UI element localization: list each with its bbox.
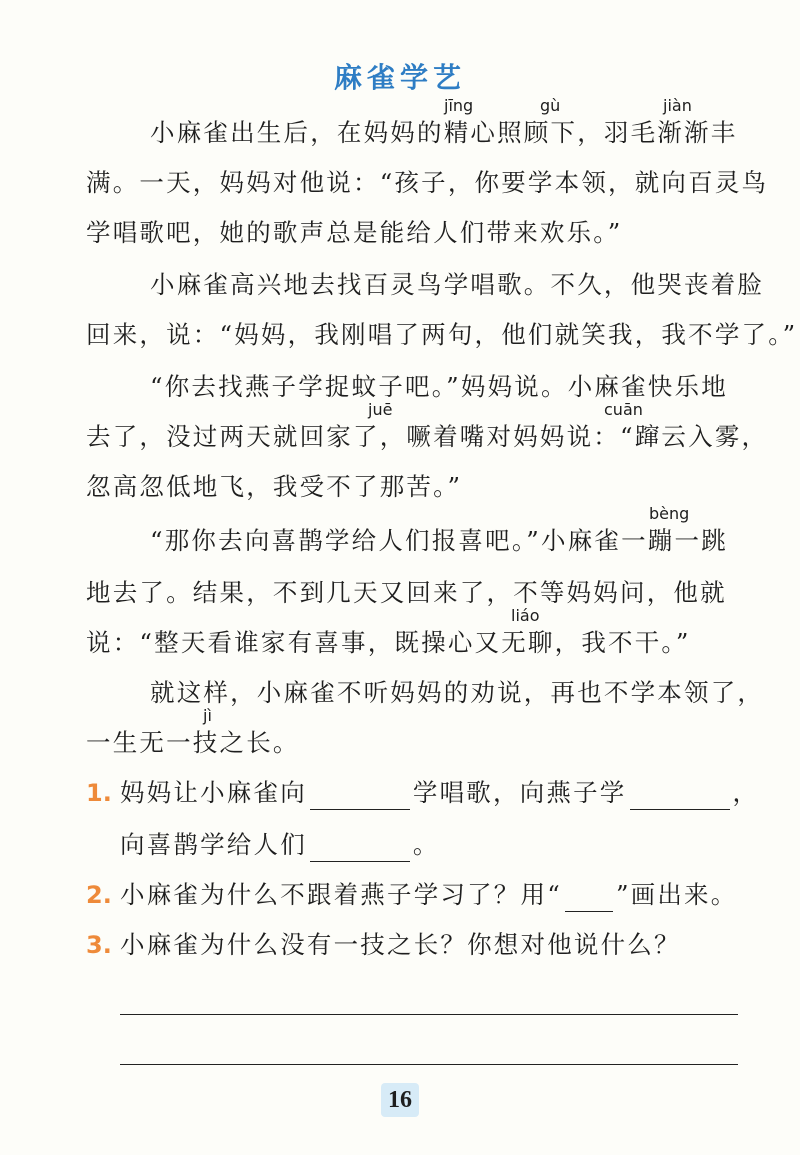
pinyin-cuan: cuān [604,400,643,419]
question-1-text-a: 妈妈让小麻雀向 [120,778,307,807]
pinyin-jue: juē [368,400,393,419]
question-3-number: 3. [86,931,112,959]
answer-blank-3[interactable] [310,837,410,862]
answer-blank-1[interactable] [310,785,410,810]
question-1-text-d: 向喜鹊学给人们 [120,830,307,859]
pinyin-jing: jīng [444,96,474,115]
paragraph-2-line-2: 回来，说：“妈妈，我刚唱了两句，他们就笑我，我不学了。” [86,320,798,349]
pinyin-liao: liáo [511,606,540,625]
question-2 [120,878,737,912]
answer-line-1[interactable] [120,1014,738,1015]
paragraph-4-line-2: 地去了。结果，不到几天又回来了，不等妈妈问，他就 [86,578,727,607]
question-1-text-e: 。 [412,830,440,859]
paragraph-2-line-1: 小麻雀高兴地去找百灵鸟学唱歌。不久，他哭丧着脸 [150,270,765,299]
question-3: 小麻雀为什么没有一技之长？你想对他说什么？ [120,930,681,959]
paragraph-3-line-3: 忽高忽低地飞，我受不了那苦。” [86,472,463,501]
paragraph-1-line-1: 小麻雀出生后，在妈妈的精心照顾下，羽毛渐渐丰 [150,118,738,147]
paragraph-3-line-2: 去了，没过两天就回家了，噘着嘴对妈妈说：“蹿云入雾， [86,422,769,451]
answer-blank-2[interactable] [630,785,730,810]
pinyin-jian: jiàn [663,96,692,115]
article-title: 麻雀学艺 [333,61,466,94]
question-1-text-c: ， [732,778,760,807]
underline-sample [565,887,613,912]
paragraph-1-line-3: 学唱歌吧，她的歌声总是能给人们带来欢乐。” [86,218,623,247]
question-1-line-2 [120,828,440,862]
paragraph-1-line-2: 满。一天，妈妈对他说：“孩子，你要学本领，就向百灵鸟 [86,168,769,197]
answer-line-2[interactable] [120,1064,738,1065]
paragraph-5-line-2: 一生无一技之长。 [86,728,300,757]
question-1-line-1 [120,776,759,810]
paragraph-4-line-3: 说：“整天看谁家有喜事，既操心又无聊，我不干。” [86,628,691,657]
question-1-text-b: 学唱歌，向燕子学 [412,778,627,807]
question-2-number: 2. [86,881,112,909]
paragraph-4-line-1: “那你去向喜鹊学给人们报喜吧。”小麻雀一蹦一跳 [150,526,728,555]
question-1-number: 1. [86,779,112,807]
question-2-text-a: 小麻雀为什么不跟着燕子学习了？用“ [120,880,562,909]
pinyin-gu: gù [540,96,561,115]
pinyin-ji: jì [203,706,212,725]
question-2-text-b: ”画出来。 [615,880,738,909]
paragraph-5-line-1: 就这样，小麻雀不听妈妈的劝说，再也不学本领了， [150,678,765,707]
paragraph-3-line-1: “你去找燕子学捉蚊子吧。”妈妈说。小麻雀快乐地 [150,372,728,401]
pinyin-beng: bèng [649,504,690,523]
page-number: 16 [381,1083,419,1117]
